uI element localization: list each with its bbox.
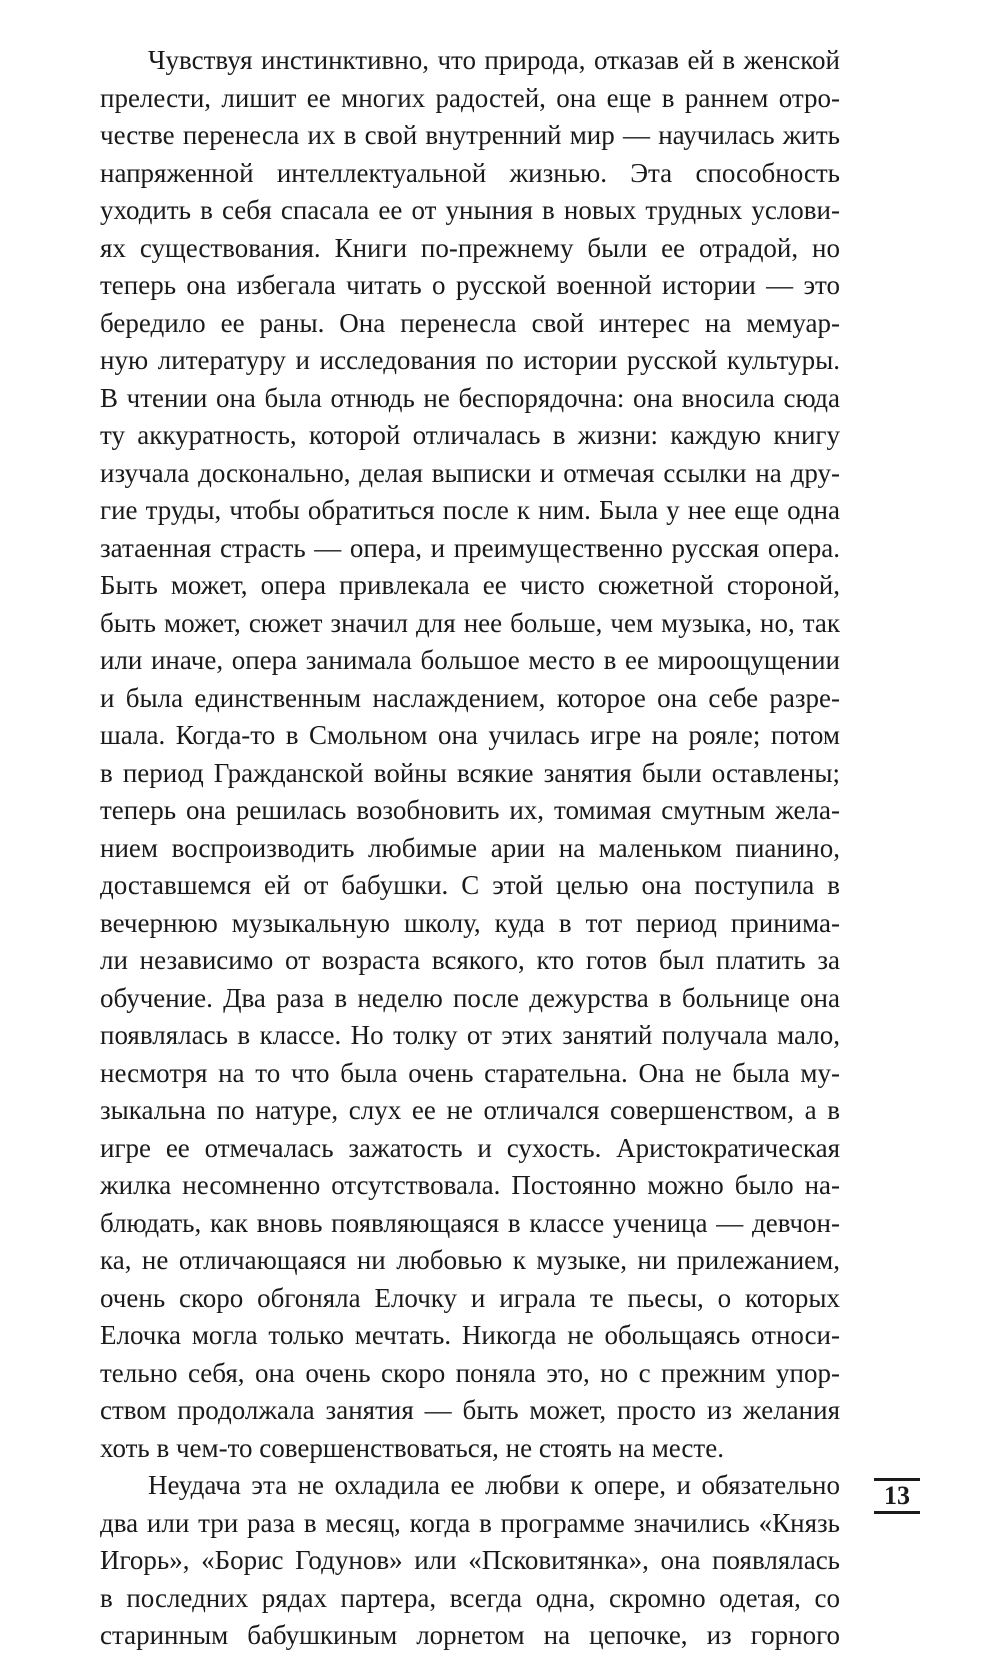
text-line: старинным бабушкиным лорнетом на цепочке, из горного bbox=[100, 1620, 840, 1650]
text-line: жилка несомненно отсутствовала. Постоянно можно было на- bbox=[100, 1170, 840, 1200]
text-line: гие труды, чтобы обратиться после к ним. Была у нее еще одна bbox=[100, 495, 840, 525]
text-line: Неудача эта не охладила ее любви к опере, и обязательно bbox=[148, 1470, 840, 1500]
text-line: шала. Когда-то в Смольном она училась игре на рояле; потом bbox=[100, 720, 840, 750]
text-line: Елочка могла только мечтать. Никогда не обольщаясь относи- bbox=[100, 1320, 840, 1350]
text-line: нием воспроизводить любимые арии на маленьком пианино, bbox=[100, 832, 840, 863]
page-number-rule-bottom bbox=[874, 1511, 920, 1514]
text-line: честве перенесла их в свой внутренний мир — научилась жить bbox=[100, 120, 840, 150]
text-line: ством продолжала занятия — быть может, просто из желания bbox=[100, 1395, 840, 1425]
text-line: хоть в чем-то совершенствоваться, не стоять на месте. bbox=[100, 1432, 724, 1463]
text-line: ли независимо от возраста всякого, кто готов был платить за bbox=[100, 945, 840, 975]
text-line: быть может, сюжет значил для нее больше, чем музыка, но, так bbox=[100, 607, 840, 638]
text-line: ях существования. Книги по-прежнему были ее отрадой, но bbox=[100, 232, 840, 263]
text-line: теперь она решилась возобновить их, томимая смутным жела- bbox=[100, 795, 840, 825]
text-line: ту аккуратность, которой отличалась в жизни: каждую книгу bbox=[100, 420, 840, 450]
text-line: бередило ее раны. Она перенесла свой интерес на мемуар- bbox=[100, 307, 840, 338]
text-line: появлялась в классе. Но толку от этих занятий получала мало, bbox=[100, 1020, 840, 1050]
text-line: обучение. Два раза в неделю после дежурства в больнице она bbox=[100, 982, 840, 1013]
text-line: игре ее отмечалась зажатость и сухость. Аристократическая bbox=[100, 1132, 840, 1163]
text-line: прелести, лишит ее многих радостей, она еще в раннем отро- bbox=[100, 82, 840, 113]
text-line: Быть может, опера привлекала ее чисто сюжетной стороной, bbox=[100, 570, 840, 600]
text-line: В чтении она была отнюдь не беспорядочна: она вносила сюда bbox=[100, 382, 840, 413]
text-line: изучала досконально, делая выписки и отмечая ссылки на дру- bbox=[100, 457, 840, 488]
page-number bbox=[874, 1478, 920, 1514]
text-line: и была единственным наслаждением, которое она себе разре- bbox=[100, 682, 840, 713]
text-line: уходить в себя спасала ее от уныния в новых трудных услови- bbox=[100, 195, 840, 225]
text-line: очень скоро обгоняла Елочку и играла те пьесы, о которых bbox=[100, 1282, 840, 1313]
page-body bbox=[100, 42, 840, 1655]
text-line: в последних рядах партера, всегда одна, скромно одетая, со bbox=[100, 1582, 840, 1613]
text-line: напряженной интеллектуальной жизнью. Эта способность bbox=[100, 157, 840, 188]
text-line: затаенная страсть — опера, и преимущественно русская опера. bbox=[100, 532, 840, 563]
text-line: ную литературу и исследования по истории русской культуры. bbox=[100, 345, 840, 375]
page-number-text: 13 bbox=[884, 1481, 910, 1510]
text-line: доставшемся ей от бабушки. С этой целью она поступила в bbox=[100, 870, 840, 900]
text-line: блюдать, как вновь появляющаяся в классе ученица — девчон- bbox=[100, 1207, 840, 1238]
text-line: Игорь», «Борис Годунов» или «Псковитянка», она появлялась bbox=[100, 1545, 840, 1575]
text-line: ка, не отличающаяся ни любовью к музыке, ни прилежанием, bbox=[100, 1245, 840, 1275]
text-line: вечернюю музыкальную школу, куда в тот период принима- bbox=[100, 907, 840, 938]
text-line: несмотря на то что была очень старательна. Она не была му- bbox=[100, 1057, 840, 1088]
text-line: теперь она избегала читать о русской военной истории — это bbox=[100, 270, 840, 300]
text-line: Чувствуя инстинктивно, что природа, отказав ей в женской bbox=[148, 45, 840, 75]
text-line: зыкальна по натуре, слух ее не отличался совершенством, а в bbox=[100, 1095, 840, 1125]
text-line: два или три раза в месяц, когда в программе значились «Князь bbox=[100, 1507, 840, 1538]
text-line: тельно себя, она очень скоро поняла это, но с прежним упор- bbox=[100, 1357, 840, 1388]
text-line: или иначе, опера занимала большое место в ее мироощущении bbox=[100, 645, 840, 675]
text-line: в период Гражданской войны всякие занятия были оставлены; bbox=[100, 757, 840, 788]
